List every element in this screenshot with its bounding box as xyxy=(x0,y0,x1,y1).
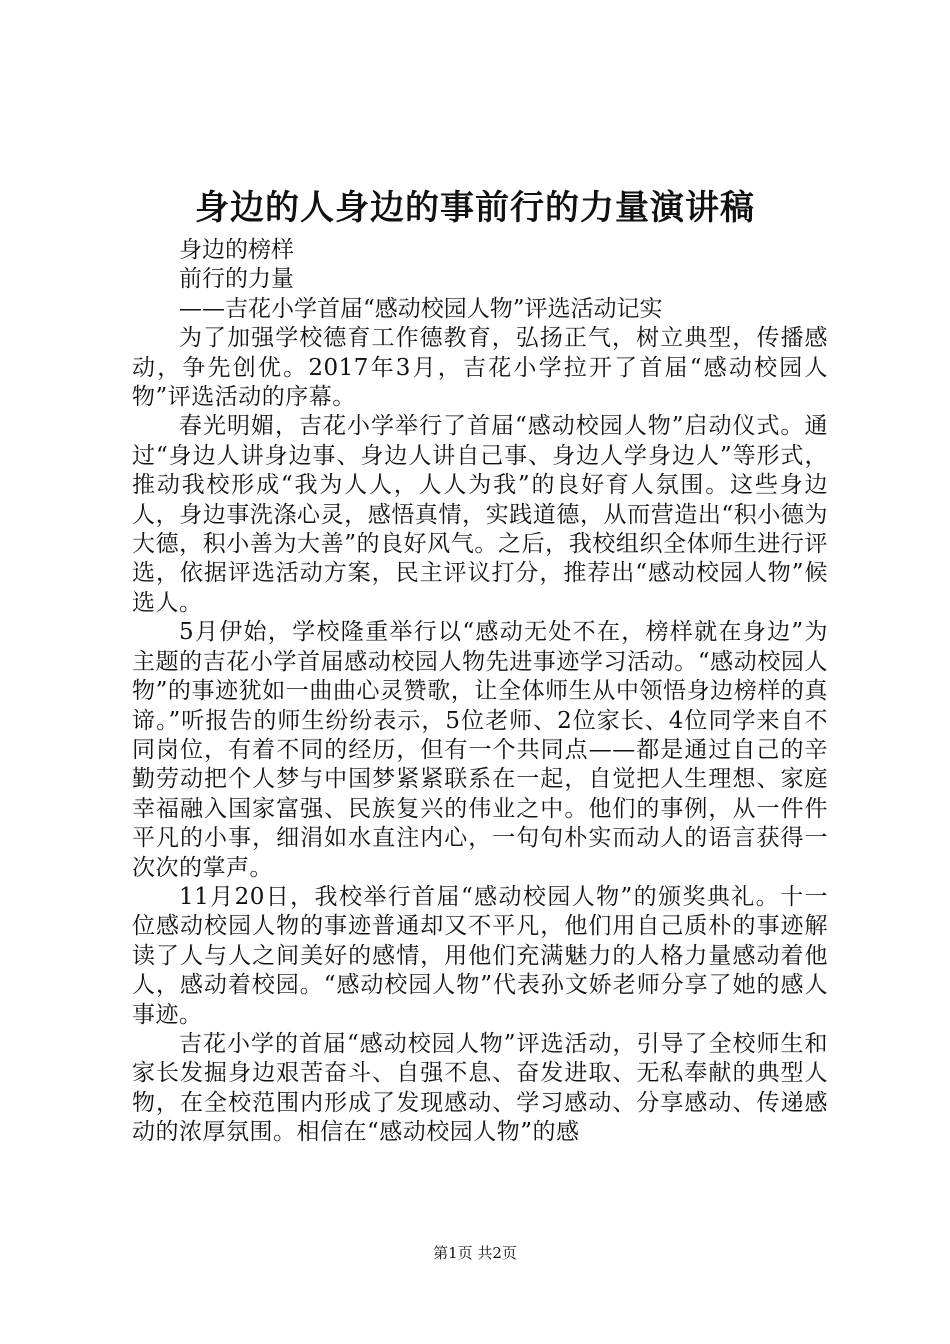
paragraph: 11月20日，我校举行首届“感动校园人物”的颁奖典礼。十一位感动校园人物的事迹普通却又不平凡，他们用自己质朴的事迹解读了人与人之间美好的感情，用他们充满魅力的人格力量感动着他人，感动着校园。“感动校园人物”代表孙文娇老师分享了她的感人事迹。 xyxy=(132,883,828,1028)
page-title: 身边的人身边的事前行的力量演讲稿 xyxy=(195,188,755,228)
paragraph: 吉花小学的首届“感动校园人物”评选活动，引导了全校师生和家长发掘身边艰苦奋斗、自强不息、奋发进取、无私奉献的典型人物，在全校范围内形成了发现感动、学习感动、分享感动、传递感动的浓厚氛围。相信在“感动校园人物”的感 xyxy=(132,1030,828,1146)
paragraph: 5月伊始，学校隆重举行以“感动无处不在，榜样就在身边”为主题的吉花小学首届感动校园人物先进事迹学习活动。“感动校园人物”的事迹犹如一曲曲心灵赞歌，让全体师生从中领悟身边榜样的真谛。”听报告的师生纷纷表示，5位老师、2位家长、4位同学来自不同岗位，有着不同的经历，但有一个共同点——都是通过自己的辛勤劳动把个人梦与中国梦紧紧联系在一起，自觉把人生理想、家庭幸福融入国家富强、民族复兴的伟业之中。他们的事例，从一件件平凡的小事，细涓如水直注内心，一句句朴实而动人的语言获得一次次的掌声。 xyxy=(132,619,828,881)
subtitle-line: 身边的榜样 xyxy=(179,237,294,263)
page-footer: 第1页 共2页 xyxy=(433,1244,517,1262)
subtitle-line: ——吉花小学首届“感动校园人物”评选活动记实 xyxy=(179,295,663,322)
paragraph: 春光明媚，吉花小学举行了首届“感动校园人物”启动仪式。通过“身边人讲身边事、身边人讲自己事、身边人学身边人”等形式，推动我校形成“我为人人，人人为我”的良好育人氛围。这些身边人，身边事洗涤心灵，感悟真情，实践道德，从而营造出“积小德为大德，积小善为大善”的良好风气。之后，我校组织全体师生进行评选，依据评选活动方案，民主评议打分，推荐出“感动校园人物”候选人。 xyxy=(132,413,828,616)
paragraph: 为了加强学校德育工作德教育，弘扬正气，树立典型，传播感动，争先创优。2017年3月，吉花小学拉开了首届“感动校园人物”评选活动的序幕。 xyxy=(132,325,828,411)
document-body xyxy=(132,236,828,1148)
subtitle-line: 前行的力量 xyxy=(179,266,294,293)
